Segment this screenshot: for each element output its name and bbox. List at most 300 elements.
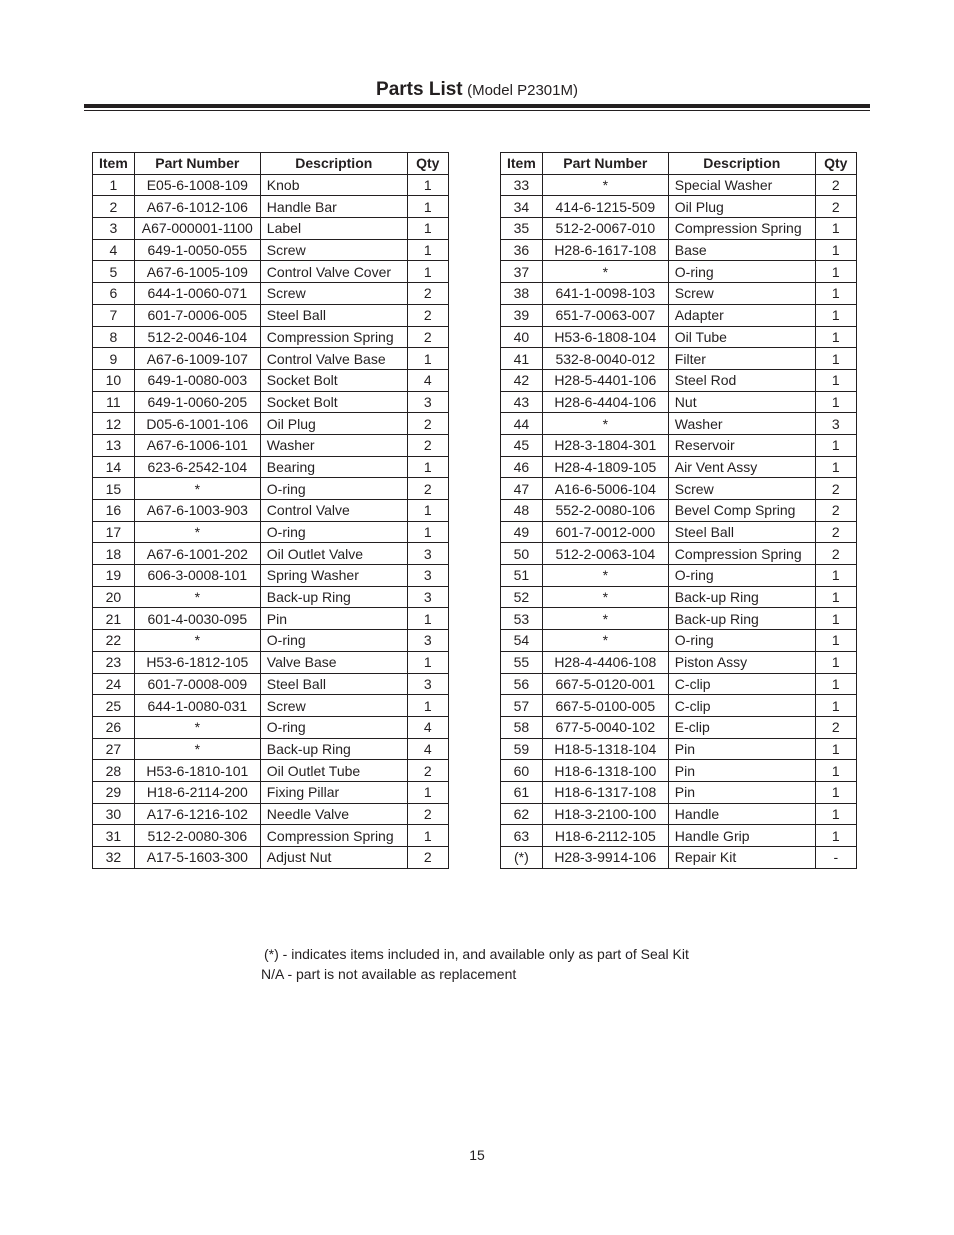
- cell-description: Handle: [668, 803, 815, 825]
- cell-part-number: *: [134, 478, 260, 500]
- cell-qty: 1: [407, 218, 448, 240]
- cell-part-number: H18-6-1317-108: [542, 781, 668, 803]
- cell-qty: 1: [407, 261, 448, 283]
- cell-description: O-ring: [668, 630, 815, 652]
- cell-part-number: *: [542, 413, 668, 435]
- page-number: 15: [469, 1147, 485, 1163]
- cell-qty: 4: [407, 738, 448, 760]
- table-row: [93, 413, 449, 435]
- cell-part-number: 667-5-0100-005: [542, 695, 668, 717]
- table-row: [501, 781, 857, 803]
- cell-qty: 1: [815, 456, 856, 478]
- cell-qty: 2: [407, 847, 448, 869]
- cell-description: Compression Spring: [260, 326, 407, 348]
- cell-part-number: H28-4-1809-105: [542, 456, 668, 478]
- table-row: [501, 673, 857, 695]
- cell-description: Screw: [260, 239, 407, 261]
- cell-description: Needle Valve: [260, 803, 407, 825]
- cell-qty: 2: [407, 478, 448, 500]
- table-row: [93, 565, 449, 587]
- cell-part-number: 649-1-0060-205: [134, 391, 260, 413]
- cell-part-number: 641-1-0098-103: [542, 283, 668, 305]
- cell-qty: 1: [815, 608, 856, 630]
- cell-item: 37: [501, 261, 543, 283]
- cell-part-number: H28-5-4401-106: [542, 369, 668, 391]
- cell-qty: 2: [407, 283, 448, 305]
- table-row: [501, 543, 857, 565]
- cell-item: 48: [501, 500, 543, 522]
- cell-qty: -: [815, 847, 856, 869]
- cell-item: 41: [501, 348, 543, 370]
- cell-qty: 3: [407, 673, 448, 695]
- cell-description: Screw: [668, 283, 815, 305]
- table-row: [501, 847, 857, 869]
- cell-item: 56: [501, 673, 543, 695]
- cell-part-number: A67-6-1009-107: [134, 348, 260, 370]
- cell-description: Steel Ball: [260, 673, 407, 695]
- cell-part-number: 649-1-0080-003: [134, 369, 260, 391]
- cell-part-number: *: [542, 261, 668, 283]
- cell-qty: 1: [407, 608, 448, 630]
- seal-kit-note: (*) - indicates items included in, and available only as part of Seal Kit: [264, 946, 689, 962]
- cell-description: Back-up Ring: [668, 586, 815, 608]
- table-row: [501, 760, 857, 782]
- cell-description: Steel Rod: [668, 369, 815, 391]
- cell-part-number: H18-5-1318-104: [542, 738, 668, 760]
- cell-part-number: H28-3-9914-106: [542, 847, 668, 869]
- cell-part-number: 552-2-0080-106: [542, 500, 668, 522]
- cell-description: Repair Kit: [668, 847, 815, 869]
- table-row: [93, 695, 449, 717]
- cell-qty: 1: [815, 651, 856, 673]
- cell-description: Oil Plug: [260, 413, 407, 435]
- cell-qty: 1: [815, 630, 856, 652]
- cell-qty: 2: [407, 304, 448, 326]
- cell-description: Reservoir: [668, 434, 815, 456]
- table-row: [501, 413, 857, 435]
- cell-qty: 2: [815, 543, 856, 565]
- cell-description: Back-up Ring: [260, 586, 407, 608]
- table-row: [501, 434, 857, 456]
- cell-description: Oil Plug: [668, 196, 815, 218]
- cell-description: Screw: [260, 283, 407, 305]
- cell-item: 9: [93, 348, 135, 370]
- cell-description: Socket Bolt: [260, 369, 407, 391]
- cell-qty: 1: [407, 348, 448, 370]
- table-row: [93, 348, 449, 370]
- table-row: [501, 500, 857, 522]
- cell-item: (*): [501, 847, 543, 869]
- cell-part-number: H53-6-1812-105: [134, 651, 260, 673]
- cell-item: 42: [501, 369, 543, 391]
- cell-part-number: A17-5-1603-300: [134, 847, 260, 869]
- cell-item: 23: [93, 651, 135, 673]
- cell-qty: 1: [407, 651, 448, 673]
- cell-description: C-clip: [668, 695, 815, 717]
- cell-description: Bearing: [260, 456, 407, 478]
- table-row: [501, 586, 857, 608]
- table-row: [93, 630, 449, 652]
- parts-table-left: [92, 152, 449, 869]
- cell-item: 3: [93, 218, 135, 240]
- table-row: [501, 174, 857, 196]
- cell-part-number: 623-6-2542-104: [134, 456, 260, 478]
- cell-qty: 3: [407, 630, 448, 652]
- cell-part-number: *: [542, 586, 668, 608]
- cell-description: Filter: [668, 348, 815, 370]
- cell-description: Compression Spring: [260, 825, 407, 847]
- cell-part-number: 601-4-0030-095: [134, 608, 260, 630]
- parts-table-left-body: [93, 174, 449, 868]
- cell-description: O-ring: [668, 261, 815, 283]
- cell-item: 19: [93, 565, 135, 587]
- cell-item: 34: [501, 196, 543, 218]
- page-title: [0, 79, 954, 101]
- cell-item: 13: [93, 434, 135, 456]
- cell-description: Air Vent Assy: [668, 456, 815, 478]
- table-row: [501, 651, 857, 673]
- cell-part-number: H53-6-1808-104: [542, 326, 668, 348]
- cell-part-number: *: [542, 608, 668, 630]
- table-row: [93, 239, 449, 261]
- cell-description: Special Washer: [668, 174, 815, 196]
- cell-part-number: H18-6-2114-200: [134, 781, 260, 803]
- cell-item: 29: [93, 781, 135, 803]
- cell-description: Handle Grip: [668, 825, 815, 847]
- table-row: [501, 716, 857, 738]
- table-row: [93, 174, 449, 196]
- cell-item: 55: [501, 651, 543, 673]
- table-row: [93, 500, 449, 522]
- table-row: [501, 283, 857, 305]
- cell-description: O-ring: [260, 716, 407, 738]
- cell-qty: 1: [407, 174, 448, 196]
- table-row: [501, 369, 857, 391]
- cell-part-number: 512-2-0046-104: [134, 326, 260, 348]
- cell-qty: 1: [815, 586, 856, 608]
- cell-description: Steel Ball: [668, 521, 815, 543]
- cell-item: 38: [501, 283, 543, 305]
- cell-part-number: *: [134, 738, 260, 760]
- table-header-row: [501, 153, 857, 175]
- cell-part-number: A67-6-1001-202: [134, 543, 260, 565]
- header-item: Item: [93, 153, 135, 175]
- table-row: [501, 803, 857, 825]
- cell-qty: 4: [407, 716, 448, 738]
- cell-item: 11: [93, 391, 135, 413]
- cell-description: Pin: [260, 608, 407, 630]
- table-row: [93, 803, 449, 825]
- cell-item: 39: [501, 304, 543, 326]
- cell-description: Screw: [260, 695, 407, 717]
- cell-item: 1: [93, 174, 135, 196]
- page-title-main: Parts List: [376, 79, 463, 100]
- table-row: [93, 738, 449, 760]
- cell-description: Oil Outlet Tube: [260, 760, 407, 782]
- cell-qty: 1: [407, 781, 448, 803]
- cell-qty: 2: [407, 326, 448, 348]
- cell-qty: 1: [815, 760, 856, 782]
- cell-qty: 1: [407, 239, 448, 261]
- header-item: Item: [501, 153, 543, 175]
- table-row: [501, 261, 857, 283]
- cell-item: 50: [501, 543, 543, 565]
- table-row: [93, 651, 449, 673]
- cell-item: 62: [501, 803, 543, 825]
- cell-part-number: A67-6-1003-903: [134, 500, 260, 522]
- cell-qty: 3: [407, 565, 448, 587]
- cell-part-number: 606-3-0008-101: [134, 565, 260, 587]
- cell-description: Washer: [668, 413, 815, 435]
- cell-item: 59: [501, 738, 543, 760]
- cell-description: Adjust Nut: [260, 847, 407, 869]
- cell-part-number: 512-2-0067-010: [542, 218, 668, 240]
- cell-part-number: 677-5-0040-102: [542, 716, 668, 738]
- cell-description: Knob: [260, 174, 407, 196]
- cell-qty: 1: [407, 196, 448, 218]
- cell-qty: 4: [407, 369, 448, 391]
- cell-qty: 1: [815, 434, 856, 456]
- cell-part-number: A67-6-1005-109: [134, 261, 260, 283]
- cell-qty: 1: [815, 369, 856, 391]
- cell-item: 14: [93, 456, 135, 478]
- cell-part-number: *: [542, 174, 668, 196]
- cell-item: 25: [93, 695, 135, 717]
- cell-item: 54: [501, 630, 543, 652]
- cell-item: 12: [93, 413, 135, 435]
- cell-item: 60: [501, 760, 543, 782]
- cell-item: 33: [501, 174, 543, 196]
- parts-table-right: [500, 152, 857, 869]
- table-row: [93, 781, 449, 803]
- cell-description: Fixing Pillar: [260, 781, 407, 803]
- cell-qty: 2: [407, 413, 448, 435]
- table-row: [93, 326, 449, 348]
- table-row: [501, 239, 857, 261]
- table-row: [501, 304, 857, 326]
- cell-part-number: H28-6-1617-108: [542, 239, 668, 261]
- cell-item: 21: [93, 608, 135, 630]
- cell-item: 30: [93, 803, 135, 825]
- cell-item: 52: [501, 586, 543, 608]
- cell-item: 51: [501, 565, 543, 587]
- cell-part-number: E05-6-1008-109: [134, 174, 260, 196]
- cell-description: Base: [668, 239, 815, 261]
- title-rule-thick: [84, 104, 870, 108]
- cell-qty: 2: [407, 803, 448, 825]
- cell-part-number: A67-6-1006-101: [134, 434, 260, 456]
- cell-part-number: H18-6-2112-105: [542, 825, 668, 847]
- cell-qty: 1: [815, 326, 856, 348]
- cell-part-number: A67-6-1012-106: [134, 196, 260, 218]
- cell-part-number: 601-7-0006-005: [134, 304, 260, 326]
- table-row: [93, 478, 449, 500]
- cell-qty: 2: [815, 478, 856, 500]
- cell-qty: 1: [815, 283, 856, 305]
- cell-description: Oil Tube: [668, 326, 815, 348]
- table-row: [93, 716, 449, 738]
- table-row: [501, 738, 857, 760]
- cell-item: 7: [93, 304, 135, 326]
- cell-description: Control Valve: [260, 500, 407, 522]
- cell-description: Spring Washer: [260, 565, 407, 587]
- table-row: [501, 825, 857, 847]
- cell-part-number: 532-8-0040-012: [542, 348, 668, 370]
- cell-item: 17: [93, 521, 135, 543]
- cell-part-number: *: [134, 716, 260, 738]
- cell-qty: 2: [815, 500, 856, 522]
- cell-item: 49: [501, 521, 543, 543]
- cell-item: 15: [93, 478, 135, 500]
- cell-qty: 1: [407, 825, 448, 847]
- cell-qty: 1: [815, 803, 856, 825]
- cell-item: 6: [93, 283, 135, 305]
- cell-qty: 2: [815, 196, 856, 218]
- cell-item: 57: [501, 695, 543, 717]
- cell-qty: 1: [815, 391, 856, 413]
- cell-item: 16: [93, 500, 135, 522]
- table-row: [501, 456, 857, 478]
- cell-item: 63: [501, 825, 543, 847]
- cell-qty: 3: [815, 413, 856, 435]
- cell-item: 32: [93, 847, 135, 869]
- cell-item: 61: [501, 781, 543, 803]
- cell-description: Valve Base: [260, 651, 407, 673]
- cell-qty: 1: [815, 781, 856, 803]
- cell-item: 35: [501, 218, 543, 240]
- cell-item: 36: [501, 239, 543, 261]
- cell-qty: 3: [407, 391, 448, 413]
- cell-qty: 2: [815, 521, 856, 543]
- table-row: [501, 326, 857, 348]
- cell-description: Pin: [668, 781, 815, 803]
- table-row: [93, 673, 449, 695]
- cell-item: 18: [93, 543, 135, 565]
- cell-description: Adapter: [668, 304, 815, 326]
- table-row: [93, 760, 449, 782]
- cell-item: 27: [93, 738, 135, 760]
- table-row: [93, 608, 449, 630]
- table-row: [93, 218, 449, 240]
- cell-part-number: *: [134, 630, 260, 652]
- cell-qty: 1: [815, 565, 856, 587]
- header-description: Description: [260, 153, 407, 175]
- table-row: [93, 304, 449, 326]
- cell-part-number: 512-2-0080-306: [134, 825, 260, 847]
- table-row: [501, 348, 857, 370]
- cell-description: Washer: [260, 434, 407, 456]
- cell-description: Oil Outlet Valve: [260, 543, 407, 565]
- cell-item: 5: [93, 261, 135, 283]
- cell-description: Label: [260, 218, 407, 240]
- cell-description: Compression Spring: [668, 543, 815, 565]
- table-row: [501, 565, 857, 587]
- cell-description: Pin: [668, 738, 815, 760]
- cell-description: Back-up Ring: [668, 608, 815, 630]
- cell-part-number: *: [134, 521, 260, 543]
- cell-description: O-ring: [260, 630, 407, 652]
- cell-description: E-clip: [668, 716, 815, 738]
- cell-item: 8: [93, 326, 135, 348]
- cell-item: 58: [501, 716, 543, 738]
- table-row: [501, 391, 857, 413]
- cell-item: 44: [501, 413, 543, 435]
- cell-qty: 3: [407, 543, 448, 565]
- cell-item: 10: [93, 369, 135, 391]
- cell-part-number: *: [542, 630, 668, 652]
- title-rule-thin: [84, 110, 870, 111]
- table-row: [93, 825, 449, 847]
- cell-description: Steel Ball: [260, 304, 407, 326]
- cell-qty: 1: [407, 456, 448, 478]
- cell-qty: 1: [407, 695, 448, 717]
- cell-description: O-ring: [260, 521, 407, 543]
- cell-description: Handle Bar: [260, 196, 407, 218]
- cell-qty: 1: [407, 500, 448, 522]
- cell-part-number: D05-6-1001-106: [134, 413, 260, 435]
- cell-qty: 1: [815, 825, 856, 847]
- cell-description: Pin: [668, 760, 815, 782]
- cell-part-number: H28-6-4404-106: [542, 391, 668, 413]
- cell-qty: 1: [815, 348, 856, 370]
- table-row: [501, 218, 857, 240]
- cell-item: 20: [93, 586, 135, 608]
- cell-part-number: *: [134, 586, 260, 608]
- table-row: [501, 196, 857, 218]
- cell-description: Bevel Comp Spring: [668, 500, 815, 522]
- table-row: [93, 434, 449, 456]
- table-row: [93, 196, 449, 218]
- cell-item: 2: [93, 196, 135, 218]
- cell-item: 45: [501, 434, 543, 456]
- table-row: [501, 630, 857, 652]
- cell-description: Compression Spring: [668, 218, 815, 240]
- cell-description: C-clip: [668, 673, 815, 695]
- cell-description: Socket Bolt: [260, 391, 407, 413]
- table-row: [93, 261, 449, 283]
- cell-item: 53: [501, 608, 543, 630]
- parts-table-right-body: [501, 174, 857, 868]
- table-row: [93, 456, 449, 478]
- table-row: [501, 478, 857, 500]
- cell-item: 26: [93, 716, 135, 738]
- cell-part-number: H28-3-1804-301: [542, 434, 668, 456]
- cell-description: Control Valve Cover: [260, 261, 407, 283]
- cell-item: 22: [93, 630, 135, 652]
- cell-part-number: 644-1-0060-071: [134, 283, 260, 305]
- cell-item: 4: [93, 239, 135, 261]
- cell-part-number: A67-000001-1100: [134, 218, 260, 240]
- cell-item: 46: [501, 456, 543, 478]
- cell-part-number: H18-3-2100-100: [542, 803, 668, 825]
- cell-part-number: *: [542, 565, 668, 587]
- page-title-model: (Model P2301M): [467, 82, 578, 99]
- cell-qty: 1: [815, 218, 856, 240]
- cell-item: 31: [93, 825, 135, 847]
- cell-item: 47: [501, 478, 543, 500]
- cell-description: Nut: [668, 391, 815, 413]
- table-row: [501, 521, 857, 543]
- header-description: Description: [668, 153, 815, 175]
- cell-part-number: 649-1-0050-055: [134, 239, 260, 261]
- cell-qty: 1: [815, 695, 856, 717]
- cell-part-number: H53-6-1810-101: [134, 760, 260, 782]
- cell-part-number: 667-5-0120-001: [542, 673, 668, 695]
- not-available-note: N/A - part is not available as replacement: [261, 966, 517, 982]
- cell-part-number: 601-7-0008-009: [134, 673, 260, 695]
- cell-qty: 2: [815, 716, 856, 738]
- cell-part-number: A16-6-5006-104: [542, 478, 668, 500]
